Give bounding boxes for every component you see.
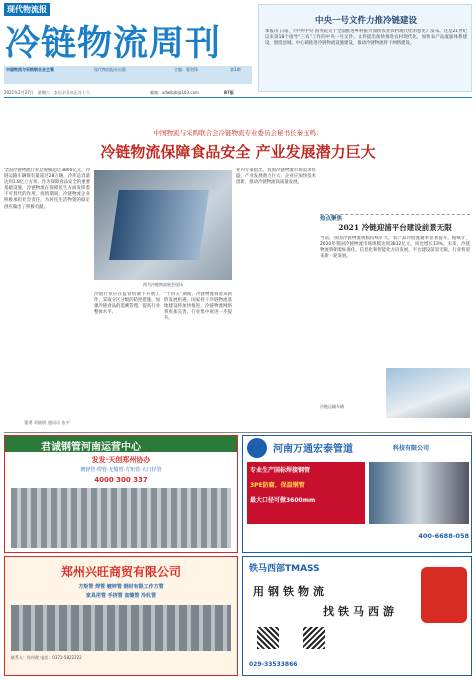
ad-xingwang-contact: 联系人：杜经理 电话：0371-5822222 (11, 655, 82, 660)
top-story-headline: 中央一号文件力推冷链建设 (314, 16, 417, 26)
ad-junchen-phone: 4000 300 337 (94, 476, 148, 484)
main-col-2: 冷链行业应在监管机制下开展工作，采取分区分级的防控措施，加强冷链食品的追溯管理，提高行业整体水平。 (94, 292, 160, 316)
masthead-rule (4, 97, 472, 98)
ads-divider (4, 432, 472, 433)
ad-wantong-tag3: 最大口径可做3600mm (250, 497, 316, 504)
ad-tiema[interactable] (242, 556, 472, 676)
masthead-sub-b: 现代物流报社出版 (94, 67, 126, 72)
ad-xingwang[interactable] (4, 556, 238, 676)
masthead-title: 冷链物流周刊 (5, 23, 222, 64)
ad-junchen-line2: 镀锌管·焊管·无缝管·方矩管·大口径管 (80, 467, 162, 473)
main-col-1: 全国冷链物流行业总规模超过3800亿元，冷链运输车辆保有量超过28万辆，冷库总容量达到1.8亿立方米。作为保障食品安全的重要基础设施，冷链物流在保障民生方面发挥着不可替代的作用。疫情期间，冷链物流企业积极承担社会责任，为居民生活物资的稳定供应做出了积极贡献。 (4, 168, 90, 210)
ad-wantong-tags (247, 462, 365, 524)
expo-photo (94, 170, 232, 280)
masthead-sub-c: 主编：曹剑锋 (174, 67, 198, 72)
ad-xingwang-title: 郑州兴旺商贸有限公司 (60, 565, 181, 579)
main-byline: 董勇 刘晓明 通讯员 张平 (24, 420, 70, 425)
side-section-label: 热点聚焦 (320, 216, 343, 222)
ad-tiema-phone: 029-33533866 (249, 661, 298, 668)
paper-kicker: 现代物流报 (4, 3, 50, 16)
issue-date: 2021年2月27日 星期六 农历辛丑年正月十六 (4, 90, 90, 95)
ad-tiema-title: 铁马西部TMASS (249, 564, 320, 574)
ad-junchen-pipes-image (11, 488, 231, 548)
ad-wantong[interactable] (242, 435, 472, 553)
top-story-body: 本报讯 日前，《中共中央 国务院关于全面推进乡村振兴加快农业农村现代化的意见》发布。这是21世纪以来第18个指导“三农”工作的中央一号文件。文件提出加快推进农村现代化，加快农产品流通体系建设，围绕县城、中心镇推进冷链物流设施建设，推动冷链物流骨干网络建设。 (265, 29, 467, 47)
truck-photo (386, 368, 470, 418)
ad-xingwang-line2: 家具用管 手挤管 直缝管 冷轧管 (85, 593, 157, 599)
ad-tiema-qr-icon[interactable] (257, 627, 279, 649)
ad-wantong-logo-icon (247, 438, 267, 458)
expo-booth-shape (109, 190, 209, 260)
ad-tiema-line1: 用钢铁物流 (253, 585, 328, 598)
ad-wantong-tag2: 3PE防腐、保温钢管 (250, 482, 305, 489)
masthead-sub-d: 第1期 (230, 67, 241, 72)
masthead-infobar (4, 66, 252, 84)
masthead-sub-a: 中国物流与采购联合会主管 (6, 67, 54, 72)
ad-tiema-line2: 找铁马西游 (323, 605, 398, 618)
ad-xingwang-tubes-image (11, 605, 231, 651)
ad-junchen-line1: 发发·天创郑州协办 (91, 456, 151, 464)
truck-caption: 冷链运输车辆 (320, 404, 344, 409)
ad-wantong-suffix: 科技有限公司 (393, 445, 430, 452)
photo-caption: 图为冷链物流展会现场 (143, 282, 183, 287)
side-headline: 2021 冷链迎浦平台建设前景无限 (338, 223, 452, 232)
side-section-bar (320, 205, 470, 222)
ad-wantong-phone: 400-6688-058 (418, 532, 469, 540)
ad-wantong-pipe-image (369, 462, 469, 524)
main-kicker: 中国物流与采购联合会冷链物流专业委员会秘书长秦玉鸣： (153, 129, 323, 137)
ad-junchen[interactable] (4, 435, 238, 553)
main-col-3: “十四五”期间，冷链物流将迎来新的发展机遇。国家骨干冷链物流基地建设将加快推进，冷链物流网络将更加完善，行业集中度进一步提升。 (164, 292, 232, 322)
ad-wantong-tag1: 专业生产国标焊接钢管 (250, 467, 311, 474)
page-number: B7版 (224, 90, 234, 95)
ad-xingwang-line1: 方矩管 焊管 镀锌管 钢材有限工作方管 (78, 584, 164, 590)
main-headline: 冷链物流保障食品安全 产业发展潜力巨大 (100, 143, 376, 161)
contact-email: 邮箱：xdwlbjb@163.com (150, 90, 199, 95)
side-body: 当前，我国冷链物流规模持续扩大，农产品冷链流通率显著提升。据统计，2020年我国冷链物流市场规模达到3832亿元，同比增长13%。未来，冷链物流将朝着标准化、信息化和智能化方向发展，平台建设前景无限，行业将迎来新一轮发展。 (320, 236, 470, 260)
top-story-box (258, 4, 472, 92)
ad-wantong-title: 河南万通宏泰管道 (273, 444, 353, 455)
ad-junchen-title: 君诚钢管河南运营中心 (41, 442, 141, 453)
main-col-4: 业内专家指出，我国冷链物流市场需求旺盛，产业发展潜力巨大，企业应加快技术创新，推动冷链物流高质量发展。 (236, 168, 316, 186)
ad-tiema-qr2-icon[interactable] (303, 627, 325, 649)
ad-tiema-mascot-icon (421, 567, 467, 623)
